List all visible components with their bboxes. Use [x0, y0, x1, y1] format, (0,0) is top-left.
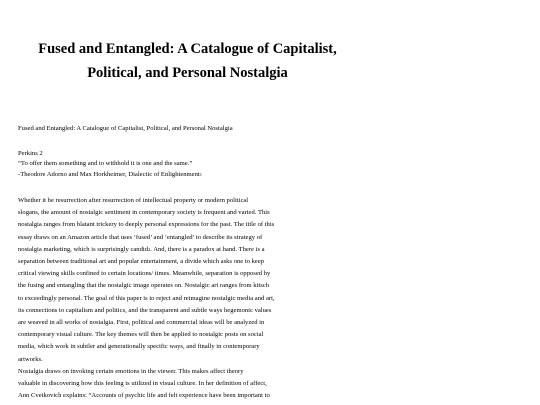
paragraph-1-line: separation between traditional art and popular entertainment, a divide which asks one to keep [18, 258, 265, 265]
paragraph-1-line: media, which work in subtler and generationally specific ways, and finally in contemporary [18, 343, 260, 350]
document-title-line-2: Political, and Personal Nostalgia [87, 65, 288, 81]
paragraph-1-line: Whether it be resurrection after resurrection of intellectual property or modern political [18, 197, 249, 204]
paragraph-1-line-text: . And, there is a paradox at hand. There is a [150, 246, 265, 253]
paragraph-1-line [18, 246, 265, 254]
paragraph-1-line: are weaved in all works of nostalgia. First, political and commercial ideas will be analyzed in [18, 319, 265, 326]
paragraph-1-line: to exceedingly personal. The goal of this paper is to reject and reimagine nostalgic media and art, [18, 295, 275, 302]
footnote-marker: 1 [199, 172, 202, 177]
document-title-line-1: Fused and Entangled: A Catalogue of Capitalist, [38, 41, 337, 57]
paragraph-2-line: valuable in discovering how this feeling is utilized in visual culture. In her definition of affect, [18, 380, 267, 387]
paragraph-1-line: slogans, the amount of nostalgic sentiment in contemporary society is frequent and varied. This [18, 209, 270, 216]
paragraph-1-line: its connections to capitalism and politics, and the transparent and subtle ways hegemonic values [18, 307, 272, 314]
running-title: Fused and Entangled: A Catalogue of Capitalist, Political, and Personal Nostalgia [18, 125, 233, 132]
epigraph-attribution [18, 171, 202, 179]
paragraph-2-line: Ann Cvetkovich explains: “Accounts of psychic life and felt experience have been important to [18, 392, 270, 399]
paragraph-1-line: the fusing and entangling that the nostalgic image operates on. Nostalgic art ranges from kitsch [18, 282, 270, 289]
paragraph-1-line: essay draws on an Amazon article that uses ‘fused’ and ‘entangled’ to describe its strategy of [18, 234, 263, 241]
page-header: Perkins 2 [18, 150, 43, 157]
paragraph-1-line: critical viewing skills confined to certain locations/ times. Meanwhile, separation is opposed by [18, 270, 271, 277]
paragraph-1-line-text: nostalgia marketing, which is surprisingly candid [18, 246, 149, 253]
paragraph-1-line: contemporary visual culture. The key themes will then be applied to nostalgic posts on social [18, 331, 264, 338]
footnote-marker: 2 [148, 247, 151, 252]
epigraph-quote: “To offer them something and to withhold it is one and the same.” [18, 160, 193, 167]
paragraph-1-line: nostalgia ranges from blatant trickery to deeply personal expressions for the past. The title of this [18, 221, 275, 228]
paragraph-1-line: artworks. [18, 356, 43, 363]
epigraph-attribution-text: -Theodore Adorno and Max Horkheimer, Dialectic of Enlightenment [18, 171, 200, 178]
paragraph-2-line: Nostalgia draws on invoking certain emotions in the viewer. This makes affect theory [18, 368, 244, 375]
